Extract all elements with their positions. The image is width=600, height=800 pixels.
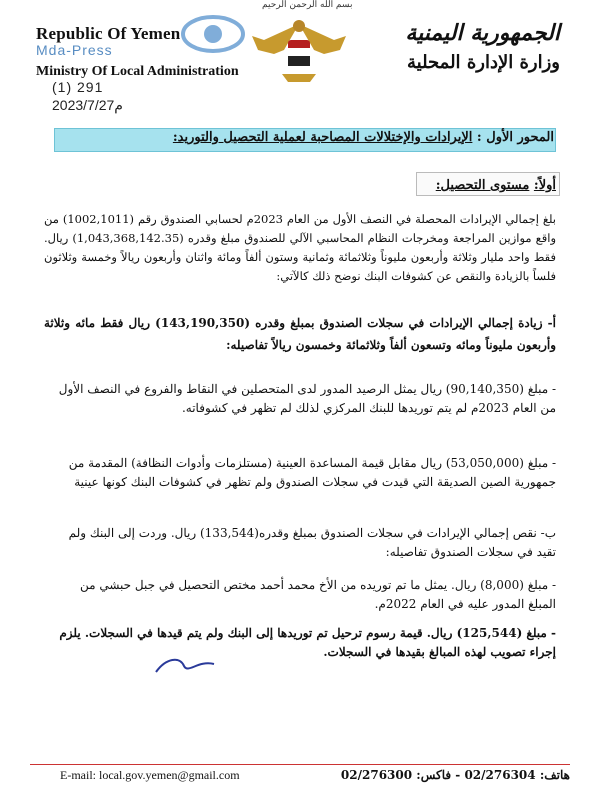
national-emblem-eagle-icon: [244, 10, 354, 90]
section-heading: [436, 178, 556, 193]
ar-ministry-name: وزارة الإدارة المحلية: [407, 52, 560, 73]
watermark-text: Mda-Press: [36, 42, 113, 58]
en-ministry-name: Ministry Of Local Administration: [36, 64, 239, 79]
ref-number-line: (1) 291: [52, 79, 104, 95]
list-item-2: - مبلغ (53,050,000) ريال مقابل قيمة المساعدة العينية (مستلزمات وأدوات النظافة) المقدمة من جمهورية الصين الصديقة التي قيدت في سجلات الصندوق ولم تظهر في كشوفات البنك كونها عينية: [68, 456, 556, 489]
intro-paragraph: بلغ إجمالي الإيرادات المحصلة في النصف الأول من العام 2023م لحسابي الصندوق رقم (1002,1011) من واقع موازين المراجعة ومخرجات النظام المحاسبي الآلي للصندوق مبلغ وقدره (1,043,368,142.35) ريال. فقط واحد مليار وثلاثة وأربعون مليوناً وثلاثمائة وثمانية وستون ألفاً ومائة واثنان وأربعون ريالاً وخمسة وثلاثون فلساً بالزيادة والنقص عن كشوفات البنك نوضح ذلك كالآتي:: [44, 212, 556, 283]
footer-email: E-mail: local.gov.yemen@gmail.com: [60, 768, 240, 782]
axis-title-text: الإيرادات والإختلالات المصاحبة لعملية التحصيل والتوريد:: [172, 130, 473, 145]
section-label: أولاً:: [533, 178, 556, 193]
basmala: بسم الله الرحمن الرحيم: [262, 0, 353, 10]
point-b-paragraph: ب- نقص إجمالي الإيرادات في سجلات الصندوق بمبلغ وقدره(133,544) ريال. وردت إلى البنك ولم تقيد في سجلات الصندوق تفاصيله:: [68, 526, 556, 559]
arabic-letterhead: [405, 20, 560, 73]
handwritten-signature: [150, 650, 220, 680]
list-item-3: - مبلغ (8,000) ريال. يمثل ما تم توريده من الأخ محمد أحمد مختص التحصيل في جبل حبشي من المبلغ المدور عليه في العام 2022م.: [79, 578, 556, 611]
footer-phones: هاتف: 02/276304 - فاكس: 02/276300: [340, 768, 570, 782]
ar-country-name: الجمهورية اليمنية: [405, 20, 560, 46]
point-a-paragraph: أ- زيادة إجمالي الإيرادات في سجلات الصندوق بمبلغ وقدره (143,190,350) ريال فقط مائه وثلاثة وأربعون مليوناً ومائه وتسعون ألفاً وثلاثمائة وخمسون ريالاً تفاصيله:: [44, 316, 556, 352]
axis-heading: [173, 130, 554, 145]
reference-number: [52, 78, 123, 114]
en-country-name: Republic Of Yemen: [36, 24, 181, 43]
axis-label: المحور الأول :: [476, 130, 554, 145]
watermark-eye-icon: [178, 10, 248, 58]
section-title: مستوى التحصيل:: [435, 178, 530, 193]
list-item-4: - مبلغ (125,544) ريال. قيمة رسوم ترحيل تم توريدها إلى البنك ولم يتم قيدها في السجلات. يلزم إجراء تصويب لهذه المبالغ بقيدها في السجلات.: [59, 626, 556, 659]
list-item-1: - مبلغ (90,140,350) ريال يمثل الرصيد المدور لدى المتحصلين في النقاط والفروع في النصف الأول من العام 2023م لم يتم توريدها للبنك المركزي لذلك لم تظهر في كشوفاته.: [58, 382, 556, 415]
ref-date-line: 2023/7/27م: [52, 97, 123, 113]
footer-divider: [30, 764, 570, 765]
